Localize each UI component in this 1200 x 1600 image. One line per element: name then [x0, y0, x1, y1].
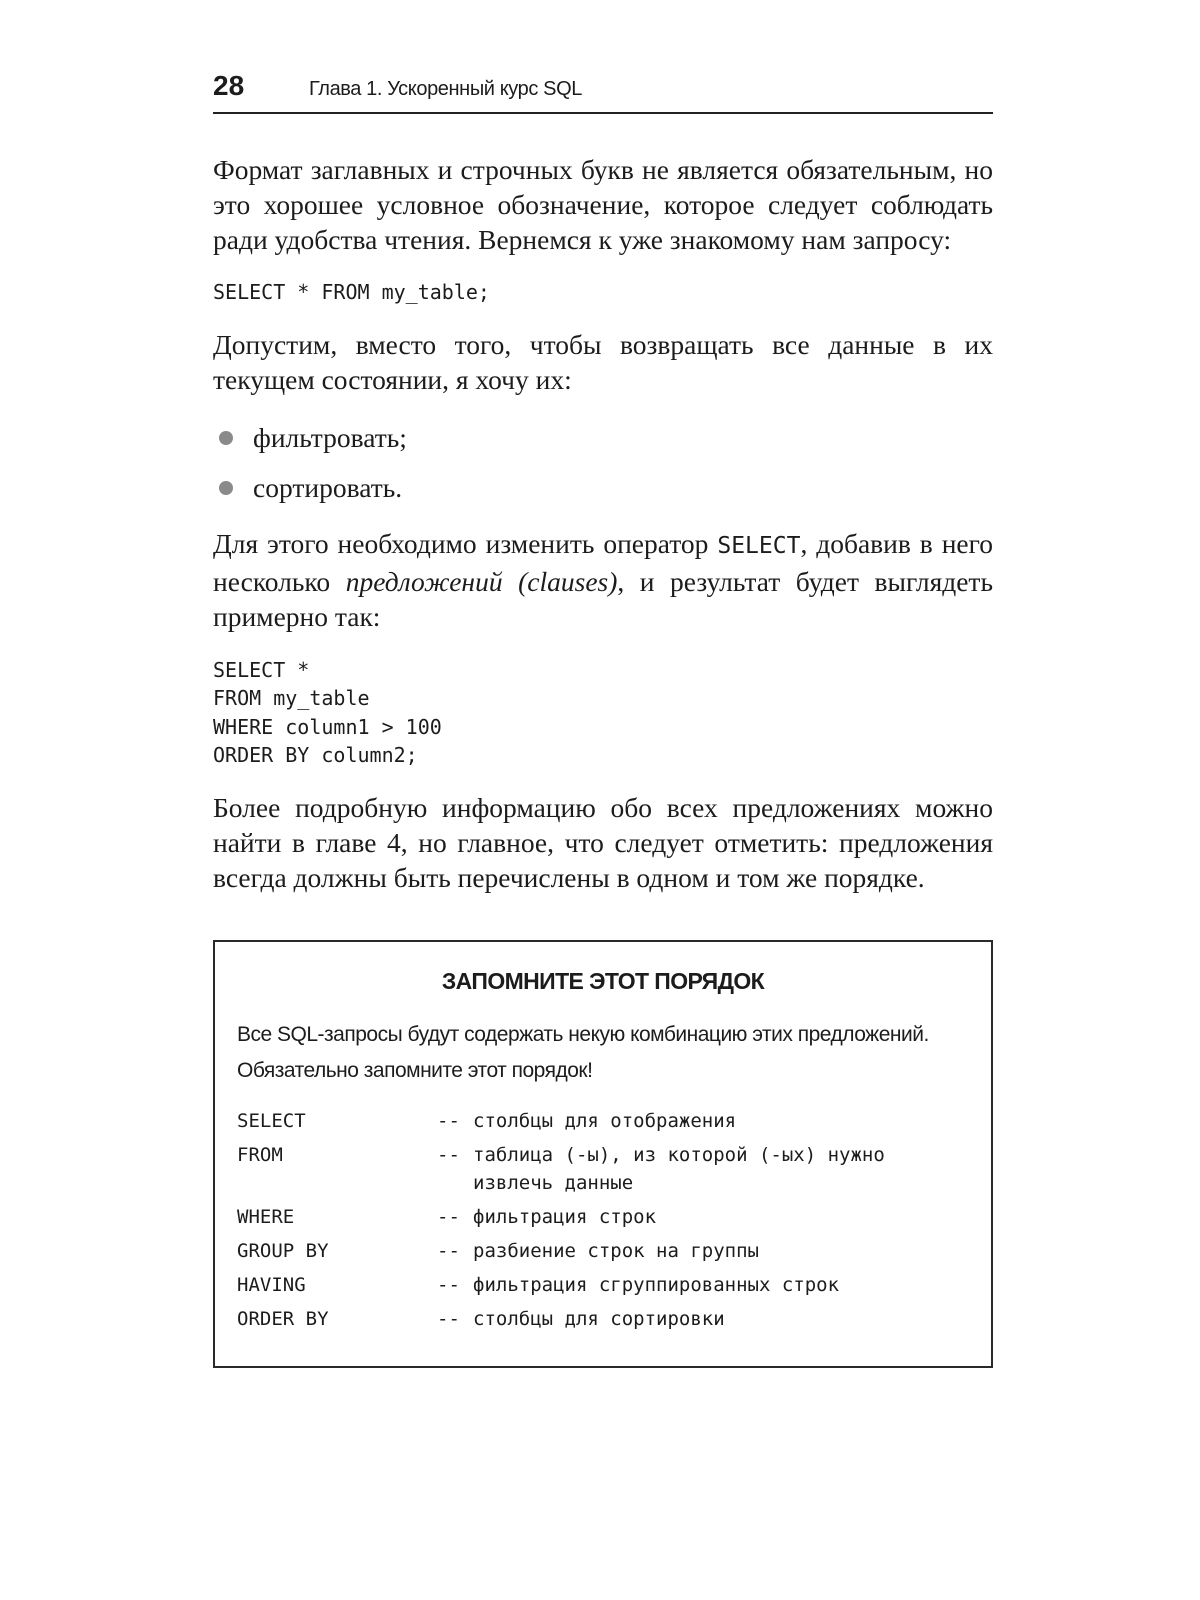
- clause-keyword: WHERE: [237, 1205, 295, 1228]
- clause-description: разбиение строк на группы: [473, 1239, 759, 1262]
- bullet-list: [213, 413, 993, 513]
- bullet-dot-icon: [219, 481, 233, 495]
- clause-keyword: SELECT: [237, 1109, 306, 1132]
- bullet-text: фильтровать;: [253, 421, 407, 453]
- comment-separator: --: [437, 1273, 460, 1296]
- clause-description: столбцы для сортировки: [473, 1307, 725, 1330]
- code-full-query: SELECT * FROM my_table WHERE column1 > 100 ORDER BY column2;: [213, 657, 442, 767]
- paragraph-instead: Допустим, вместо того, чтобы возвращать все данные в их текущем состоянии, я хочу их:: [213, 328, 993, 395]
- text-segment: , добавив в него несколько: [213, 527, 993, 597]
- inline-code-select: SELECT: [717, 532, 801, 559]
- clause-keyword: FROM: [237, 1143, 283, 1166]
- table-row: [237, 1107, 969, 1141]
- chapter-title: Глава 1. Ускоренный курс SQL: [309, 78, 582, 100]
- comment-separator: --: [437, 1205, 460, 1228]
- text-segment: Для этого необходимо изменить оператор: [213, 527, 718, 559]
- note-text: Все SQL-запросы будут содержать некую комбинацию этих предложений. Обязательно запомните этот порядок!: [237, 1022, 929, 1082]
- table-row: [237, 1141, 969, 1203]
- table-row: [237, 1237, 969, 1271]
- text-segment: , и результат будет выглядеть примерно так:: [213, 565, 993, 632]
- clause-keyword: ORDER BY: [237, 1307, 329, 1330]
- emphasis-clauses: предложений (clauses): [345, 565, 618, 597]
- comment-separator: --: [437, 1307, 460, 1330]
- bullet-item-sort: [213, 463, 993, 513]
- remember-order-box: [213, 940, 993, 1368]
- clause-order-table: [237, 1107, 969, 1339]
- bullet-text: сортировать.: [253, 471, 403, 503]
- comment-separator: --: [437, 1143, 460, 1166]
- clause-description: фильтрация сгруппированных строк: [473, 1273, 840, 1296]
- paragraph-order-note: Более подробную информацию обо всех предложениях можно найти в главе 4, но главное, что следует отметить: предложения всегда должны быть перечислены в одном и том же порядке.: [213, 791, 993, 893]
- running-header: [213, 70, 993, 114]
- paragraph-clauses: [213, 526, 993, 634]
- table-row: [237, 1305, 969, 1339]
- clause-description: столбцы для отображения: [473, 1109, 737, 1132]
- comment-separator: --: [437, 1109, 460, 1132]
- paragraph-case-format: Формат заглавных и строчных букв не является обязательным, но это хорошее условное обозначение, которое следует соблюдать ради удобства чтения. Вернемся к уже знакомому нам запросу:: [213, 154, 993, 255]
- book-page: [213, 70, 993, 1368]
- note-title: ЗАПОМНИТЕ ЭТОТ ПОРЯДОК: [441, 967, 765, 994]
- table-row: [237, 1271, 969, 1305]
- clause-description: таблица (-ы), из которой (-ых) нужно извлечь данные: [473, 1143, 885, 1194]
- comment-separator: --: [437, 1239, 460, 1262]
- clause-description: фильтрация строк: [473, 1205, 657, 1228]
- page-number: 28: [213, 70, 245, 101]
- clause-keyword: HAVING: [237, 1273, 306, 1296]
- table-row: [237, 1203, 969, 1237]
- clause-keyword: GROUP BY: [237, 1239, 329, 1262]
- bullet-item-filter: [213, 413, 993, 463]
- code-simple-query: SELECT * FROM my_table;: [213, 280, 490, 304]
- bullet-dot-icon: [219, 431, 233, 445]
